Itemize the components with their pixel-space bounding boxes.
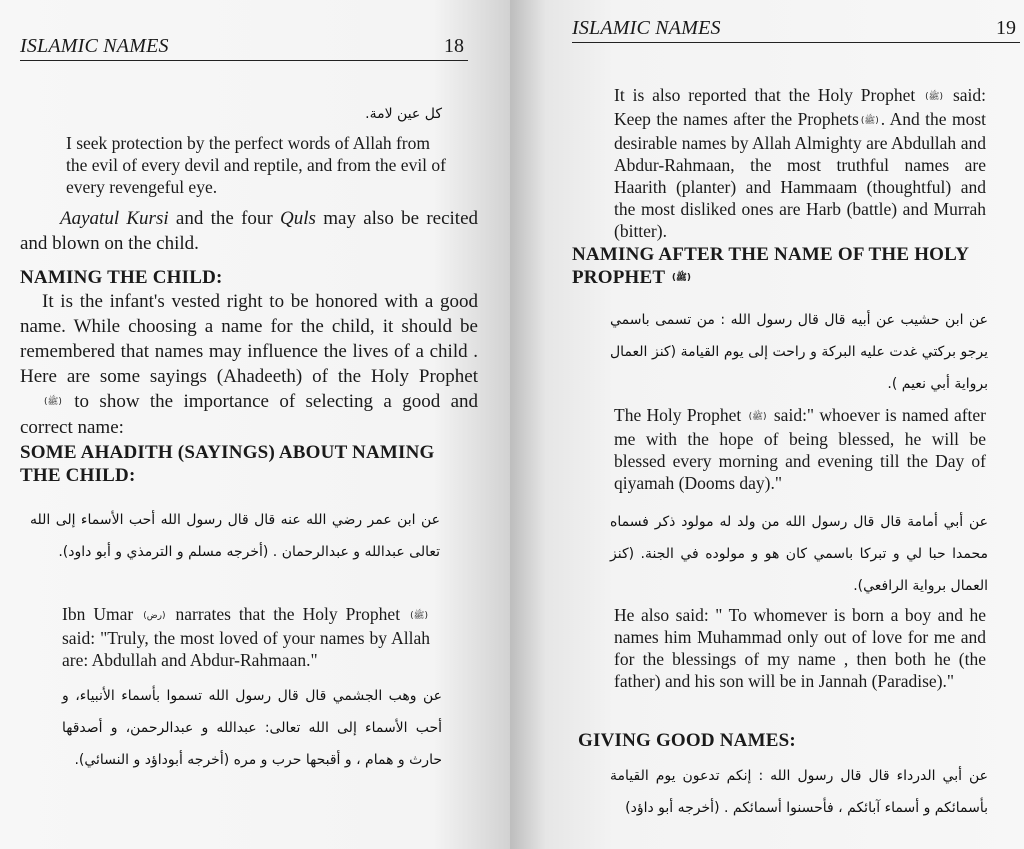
arabic-text-1: كل عين لامة. (365, 106, 442, 122)
paragraph-aayatul-kursi: Aayatul Kursi and the four Quls may also be recited and blown on the child. (20, 208, 478, 254)
paragraph-keep-names: It is also reported that the Holy Prophet (ﷺ) said: Keep the names after the Prophets (ﷺ) . And the most desirable names by Allah Almighty are Abdullah and Abdur-Rahmaan, the most truthful names are Haarith (planter) and Hammaam (thoughtful) and the most disliked ones are Harb (battle) and Murrah (bitter). (614, 85, 987, 241)
paragraph-naming-the-child: It is the infant's vested right to be honored with a good name. While choosing a name for the child, it should be remembered that names may influence the lives of a child . Here are some sayings (Ahadeeth) of the Holy Prophet (ﷺ) to show the importance of selecting a good and correct name: (20, 291, 479, 439)
paragraph-ibn-umar: Ibn Umar (رض) narrates that the Holy Prophet (ﷺ) said: "Truly, the most loved of your names by Allah are: Abdullah and Abdur-Rahmaan." (62, 604, 430, 670)
arabic-hadith-1: عن ابن عمر رضي الله عنه قال قال رسول الله أحب الأسماء إلى الله تعالى عبدالله و عبدالرحمان . (أخرجه مسلم و الترمذي و أبو داود). (30, 512, 440, 560)
header-title: ISLAMIC NAMES (572, 17, 721, 39)
quls-term: Quls (280, 208, 316, 229)
page-number: 19 (996, 17, 1016, 39)
pbuh-symbol-icon: (ﷺ) (410, 610, 429, 621)
paragraph-holy-prophet-said: The Holy Prophet (ﷺ) said:" whoever is named after me with the hope of being blessed, he will be blessed every morning and evening till the Day of qiyamah (Dooms day)." (614, 405, 986, 493)
paragraph-he-also-said: He also said: " To whomever is born a boy and he names him Muhammad only out of love for me and for the blessings of my name , then both he (the father) and his son will be in Jannah (Paradise)." (614, 605, 986, 691)
ra-symbol-icon: (رض) (143, 610, 166, 621)
heading-naming-after-prophet: NAMING AFTER THE NAME OF THE HOLY PROPHET (ﷺ) (572, 243, 992, 290)
right-page (510, 0, 1024, 849)
pbuh-symbol-icon: (ﷺ) (925, 91, 944, 102)
arabic-hadith-3: عن ابن حشيب عن أبيه قال قال رسول الله : من تسمى باسمي يرجو بركتي غدت عليه البركة و راحت إلى يوم القيامة (كنز العمال برواية أبي نعيم ). (610, 312, 988, 392)
heading-naming-the-child: NAMING THE CHILD: (20, 267, 223, 288)
arabic-hadith-2: عن وهب الجشمي قال قال رسول الله تسموا بأسماء الأنبياء، و أحب الأسماء إلى الله تعالى: عبدالله و عبدالرحمن، و أصدقها حارث و همام ، و أقبحها حرب و مره (أخرجه أبوداؤد و النسائي). (62, 688, 442, 768)
arabic-hadith-4: عن أبي أمامة قال قال رسول الله من ولد له مولود ذكر فسماه محمدا حبا لي و تبركا باسمي كان هو و مولوده في الجنة. (كنز العمال برواية الرافعي). (610, 514, 988, 594)
arabic-hadith-5: عن أبي الدرداء قال قال رسول الله : إنكم تدعون يوم القيامة بأسمائكم و أسماء آبائكم ، فأحسنوا أسمائكم . (أخرجه أبو داؤد) (610, 768, 988, 816)
pbuh-symbol-icon: (ﷺ) (748, 411, 767, 422)
page-number: 18 (444, 35, 464, 57)
left-page (0, 0, 510, 849)
header-title: ISLAMIC NAMES (20, 35, 169, 57)
right-page-header (572, 12, 1020, 43)
english-quote-1: I seek protection by the perfect words of Allah from the evil of every devil and reptile, and from the evil of every revengeful eye. (66, 133, 447, 197)
left-page-header (20, 30, 468, 61)
heading-giving-good-names: GIVING GOOD NAMES: (578, 730, 796, 751)
heading-some-ahadith: SOME AHADITH (SAYINGS) ABOUT NAMING THE CHILD: (20, 442, 435, 486)
pbuh-symbol-icon: (ﷺ) (671, 273, 691, 284)
pbuh-symbol-icon: (ﷺ) (860, 115, 879, 126)
aayatul-kursi-term: Aayatul Kursi (60, 208, 169, 229)
pbuh-symbol-icon: (ﷺ) (44, 397, 62, 408)
